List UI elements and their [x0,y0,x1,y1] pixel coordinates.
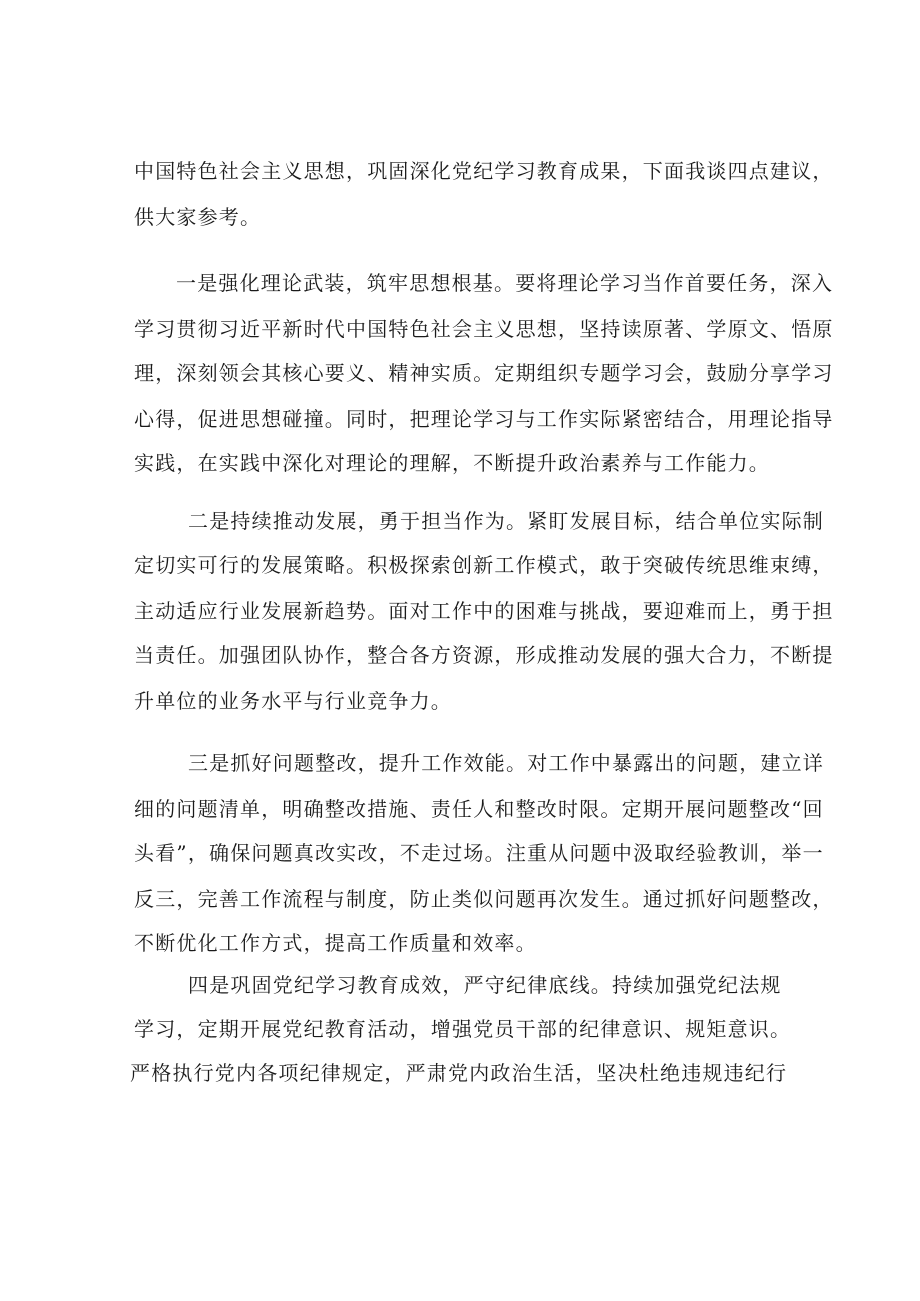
text-line: 不断优化工作方式，提高工作质量和效率。 [134,931,537,955]
text-line: 反三，完善工作流程与制度，防止类似问题再次发生。通过抓好问题整改， [134,887,834,911]
text-line: 定切实可行的发展策略。积极探索创新工作模式，敢于突破传统思维束缚， [134,553,834,577]
text-line: 细的问题清单，明确整改措施、责任人和整改时限。定期开展问题整改“回 [134,797,824,821]
text-line: 主动适应行业发展新趋势。面对工作中的困难与挑战，要迎难而上，勇于担 [134,599,834,623]
text-line: 严格执行党内各项纪律规定，严肃党内政治生活，坚决杜绝违规违纪行 [130,1061,788,1085]
text-line: 学习，定期开展党纪教育活动，增强党员干部的纪律意识、规矩意识。 [134,1017,792,1041]
text-line: 四是巩固党纪学习教育成效，严守纪律底线。持续加强党纪法规 [188,973,782,997]
text-line: 心得，促进思想碰撞。同时，把理论学习与工作实际紧密结合，用理论指导 [134,407,834,431]
text-line: 升单位的业务水平与行业竞争力。 [134,689,452,713]
text-line: 二是持续推动发展，勇于担当作为。紧盯发展目标，结合单位实际制 [188,509,824,533]
text-line: 学习贯彻习近平新时代中国特色社会主义思想，坚持读原著、学原文、悟原 [134,317,834,341]
text-line: 当责任。加强团队协作，整合各方资源，形成推动发展的强大合力，不断提 [134,643,834,667]
text-line: 中国特色社会主义思想，巩固深化党纪学习教育成果，下面我谈四点建议， [134,159,834,183]
text-line: 供大家参考。 [134,205,262,229]
text-line: 一是强化理论武装，筑牢思想根基。要将理论学习当作首要任务，深入 [176,271,834,295]
text-line: 理，深刻领会其核心要义、精神实质。定期组织专题学习会，鼓励分享学习 [134,361,834,385]
text-line: 头看”，确保问题真改实改，不走过场。注重从问题中汲取经验教训，举一 [134,841,824,865]
text-line: 实践，在实践中深化对理论的理解，不断提升政治素养与工作能力。 [134,451,770,475]
text-line: 三是抓好问题整改，提升工作效能。对工作中暴露出的问题，建立详 [188,751,824,775]
